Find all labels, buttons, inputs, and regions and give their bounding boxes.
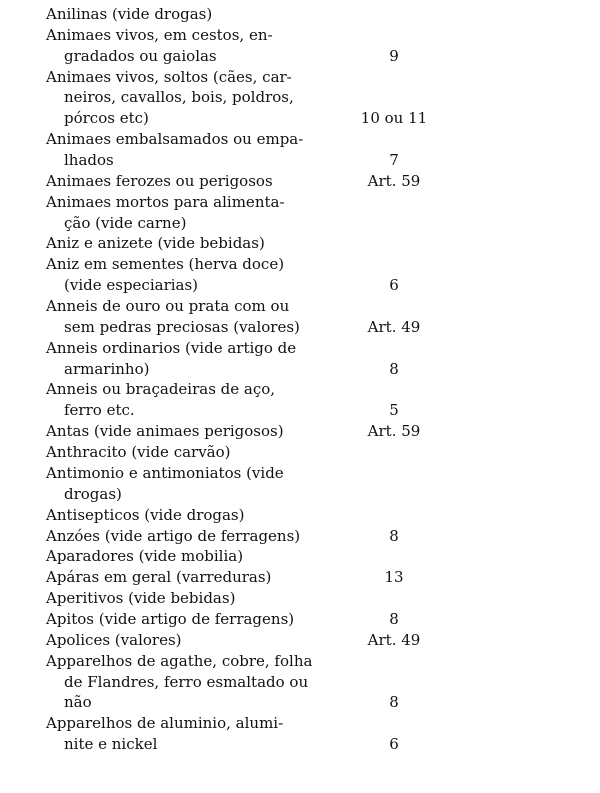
entry-term: Aniz e anizete (vide bebidas) — [46, 234, 265, 253]
entry-continuation: nite e nickel — [64, 735, 158, 754]
entry-continuation: não — [64, 693, 92, 712]
entry-continuation: ção (vide carne) — [64, 213, 187, 232]
entry-value: 8 — [389, 609, 399, 628]
entry-value: 8 — [389, 693, 399, 712]
entry-term: Apáras em geral (varreduras) — [46, 568, 272, 587]
entry-term: Anneis ordinarios (vide artigo de — [46, 338, 297, 357]
entry-term: Animaes vivos, soltos (cães, car- — [46, 67, 292, 86]
entry-value: 5 — [389, 401, 399, 420]
entry-term: Apparelhos de agathe, cobre, folha — [46, 651, 313, 670]
entry-continuation: neiros, cavallos, bois, poldros, — [64, 88, 294, 107]
entry-value: 8 — [389, 359, 399, 378]
entry-term: Animaes ferozes ou perigosos — [46, 171, 273, 190]
entry-term: Animaes mortos para alimenta- — [46, 192, 285, 211]
entry-term: Anneis ou braçadeiras de aço, — [46, 380, 276, 399]
entry-term: Anneis de ouro ou prata com ou — [46, 297, 290, 316]
entry-term: Aparadores (vide mobilia) — [46, 547, 244, 566]
entry-value: 7 — [389, 151, 399, 170]
entry-term: Animaes vivos, em cestos, en- — [46, 25, 273, 44]
entry-term: Animaes embalsamados ou empa- — [46, 130, 304, 149]
entry-continuation: lhados — [64, 151, 114, 170]
entry-continuation: (vide especiarias) — [64, 276, 199, 295]
entry-term: Aperitivos (vide bebidas) — [46, 589, 236, 608]
entry-continuation: de Flandres, ferro esmaltado ou — [64, 672, 309, 691]
entry-continuation: gradados ou gaiolas — [64, 46, 217, 65]
entry-term: Aniz em sementes (herva doce) — [46, 255, 285, 274]
entry-term: Anthracito (vide carvão) — [46, 443, 231, 462]
entry-value: 10 ou 11 — [360, 109, 428, 128]
entry-value: 6 — [389, 735, 399, 754]
entry-value: 6 — [389, 276, 399, 295]
entry-value: Art. 49 — [367, 630, 421, 649]
entry-value: Art. 59 — [367, 171, 421, 190]
entry-term: Anilinas (vide drogas) — [46, 5, 213, 23]
entry-value: 9 — [389, 46, 399, 65]
entry-term: Apparelhos de aluminio, alumi- — [46, 714, 284, 733]
entry-continuation: sem pedras preciosas (valores) — [64, 317, 300, 336]
entry-term: Antimonio e antimoniatos (vide — [46, 463, 284, 482]
entry-term: Antisepticos (vide drogas) — [46, 505, 245, 524]
entry-term: Apitos (vide artigo de ferragens) — [46, 609, 295, 628]
entry-value: 13 — [384, 568, 404, 587]
entry-value: 8 — [389, 526, 399, 545]
entry-value: Art. 59 — [367, 422, 421, 441]
entry-term: Antas (vide animaes perigosos) — [46, 422, 284, 441]
entry-term: Anzóes (vide artigo de ferragens) — [46, 526, 301, 545]
entry-value: Art. 49 — [367, 317, 421, 336]
entry-continuation: drogas) — [64, 484, 122, 503]
entry-term: Apolices (valores) — [46, 630, 182, 649]
entry-continuation: armarinho) — [64, 359, 150, 378]
entry-continuation: ferro etc. — [64, 401, 135, 420]
entry-continuation: pórcos etc) — [64, 109, 149, 128]
